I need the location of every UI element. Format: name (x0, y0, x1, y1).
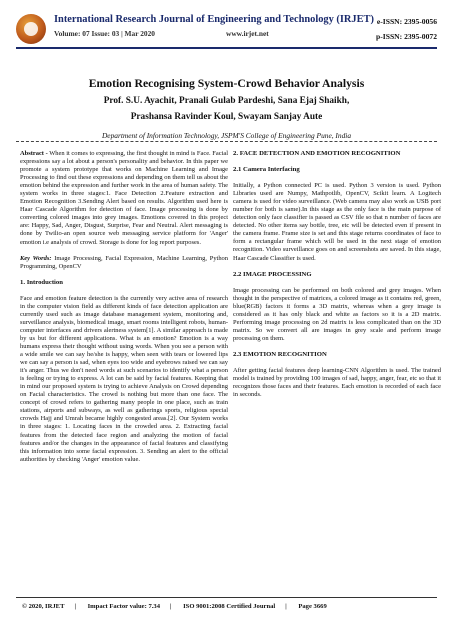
authors-line-1: Prof. S.U. Ayachit, Pranali Gulab Pardeshi, Sana Ejaj Shaikh, (103, 96, 350, 106)
footer-page: Page 3669 (298, 603, 327, 610)
journal-volume: Volume: 07 Issue: 03 | Mar 2020 (54, 29, 155, 38)
footer-rule (16, 597, 437, 598)
keywords-text: Image Processing, Facial Expression, Machine Learning, Python Programming, OpenCV (20, 254, 228, 270)
separator-rule (16, 141, 437, 142)
footer-copyright: © 2020, IRJET (22, 603, 65, 610)
section-heading-2-3: 2.3 EMOTION RECOGNITION (233, 350, 327, 358)
header-rule (16, 47, 437, 49)
footer-impact: Impact Factor value: 7.34 (87, 603, 160, 610)
keywords (20, 255, 228, 271)
issn-block (376, 14, 437, 44)
footer-iso: ISO 9001:2008 Certified Journal (183, 603, 276, 610)
section-2-2-text: Image processing can be performed on both colored and grey images. When thought in the perspective of matrices, a colored image as it contains red, green, blue(RGB) factors it forms a 3D matrix, whereas when a grey image is considered as it has only black and white as factors so it is a 2D matrix. Performing image processing on 2d matrix is less complicated than on the 3D matrix. So we convert all are images in grey scale and perform image processing on them. (233, 286, 441, 342)
section-2-3-text: After getting facial features deep learning-CNN Algorithm is used. The trained model is trained by providing 100 images of sad, happy, anger, fear, etc so that it recognizes those faces and their features. Each emotion is recorded of each face in seconds. (233, 366, 441, 399)
abstract-text: When it comes to expressing, the first thought in mind is Face. Facial expressions say a lot about a person's personality and behavior. In this paper we promote a system prototype that works on Machine Learning and Image Processing to find out these expressions and depending on them tell us about the emotion behind the expression and further work in the area of human safety. The system works in three stages:1. Face Detection 2.Feature extraction and Emotion Recognition 3.Sending Alert based on results. Algorithm used here is Haar Cascade Algorithm for detection of face. Image processing is done by converting colored images into grey images. Emotions covered in this project are: Happy, Sad, Anger, Disgust, Surprise, Fear and Neutral. Alert messaging is done by Twilio-an open source web messaging service platform for 'Anger' emotion i.e analysis of crowd. Storage is done for log report purposes. (20, 150, 229, 246)
department: Department of Information Technology, JSPM'S College of Engineering Pune, India (101, 131, 352, 140)
irjet-logo-icon (16, 14, 46, 44)
right-column (233, 150, 441, 407)
section-2-1-text: Initially, a Python connected PC is used. Python 3 version is used. Python Libraries used are Numpy, Mathpotlib, OpenCV, Scikit learn. A Logitech camera is used for video surveillance. (Web camera may also work as USB port number for both is same).In this stage as the only face is the main purpose of detection only face classifier is passed as CSV file so that n number of faces are detected. No other items say bottle, tree, etc will be detected even if present in the camera frame. Frame size is set and this stage returns coordinates of face to form a rectangular frame which will be used in the next stage of emotion recognition. Video surveillance goes on and screenshots are saved. In this stage, Haar Cascade Classifier is used. (233, 182, 441, 262)
abstract (20, 150, 228, 247)
introduction-text: Face and emotion feature detection is the currently very active area of research in the computer vision field as different kinds of face detection application are currently used such as image database management system, monitoring and, surveillance analysis, biomedical image, smart rooms intelligent robots, human-computer interfaces and drivers alertness system[1]. A similar approach is made by us but for different applications. What is an emotion? Emotion is a way humans express their thought without using words. When you see a person with a wide smile we can say he/she is happy, when seen with tears or lowered lips we can say a person is sad, when eyes too wide and eyebrows raised we can say it's anger. Thus we don't need words at such scenarios to identify what a person is feeling or trying to express. A lot can be said by facial features. Keeping that in mind our proposed system is trying to achieve Analysis on Crowd depending on Facial characteristics. The crowd is nothing but more than one face. The concept of crowd refers to gathering many people in one place, such as train stations, airports and subways, as well as gatherings sports, religious special crowds Hajj and Umrah became highly congested areas.[2]. Our System works in three stages: 1. Locating faces in the crowded area. 2. Extracting facial features from the detected face region and analyzing the motion of facial features and/or the changes in the appearance of facial features and classifying this information into some facial expression. 3. Sending an alert to the official authorities by checking 'Anger' emotion value. (20, 294, 228, 463)
journal-url[interactable]: www.irjet.net (226, 29, 269, 38)
journal-title: International Research Journal of Engineering and Technology (IRJET) (54, 14, 374, 25)
journal-header (16, 12, 437, 48)
section-heading-2-1: 2.1 Camera Interfacing (233, 166, 300, 174)
eissn: e-ISSN: 2395-0056 (376, 17, 437, 26)
section-heading-2: 2. FACE DETECTION AND EMOTION RECOGNITION (233, 150, 401, 157)
section-heading-introduction: 1. Introduction (20, 278, 63, 286)
section-heading-2-2: 2.2 IMAGE PROCESSING (233, 270, 312, 278)
abstract-label: Abstract - (20, 150, 48, 157)
authors-line-2: Prashansa Ravinder Koul, Swayam Sanjay Aute (130, 112, 323, 122)
paper-title: Emotion Recognising System-Crowd Behavior Analysis (88, 77, 365, 90)
left-column (20, 150, 228, 472)
pissn: p-ISSN: 2395-0072 (376, 32, 437, 41)
keywords-label: Key Words: (20, 254, 52, 262)
footer: © 2020, IRJET | Impact Factor value: 7.34 | ISO 9001:2008 Certified Journal | Page 3669 (22, 603, 327, 610)
